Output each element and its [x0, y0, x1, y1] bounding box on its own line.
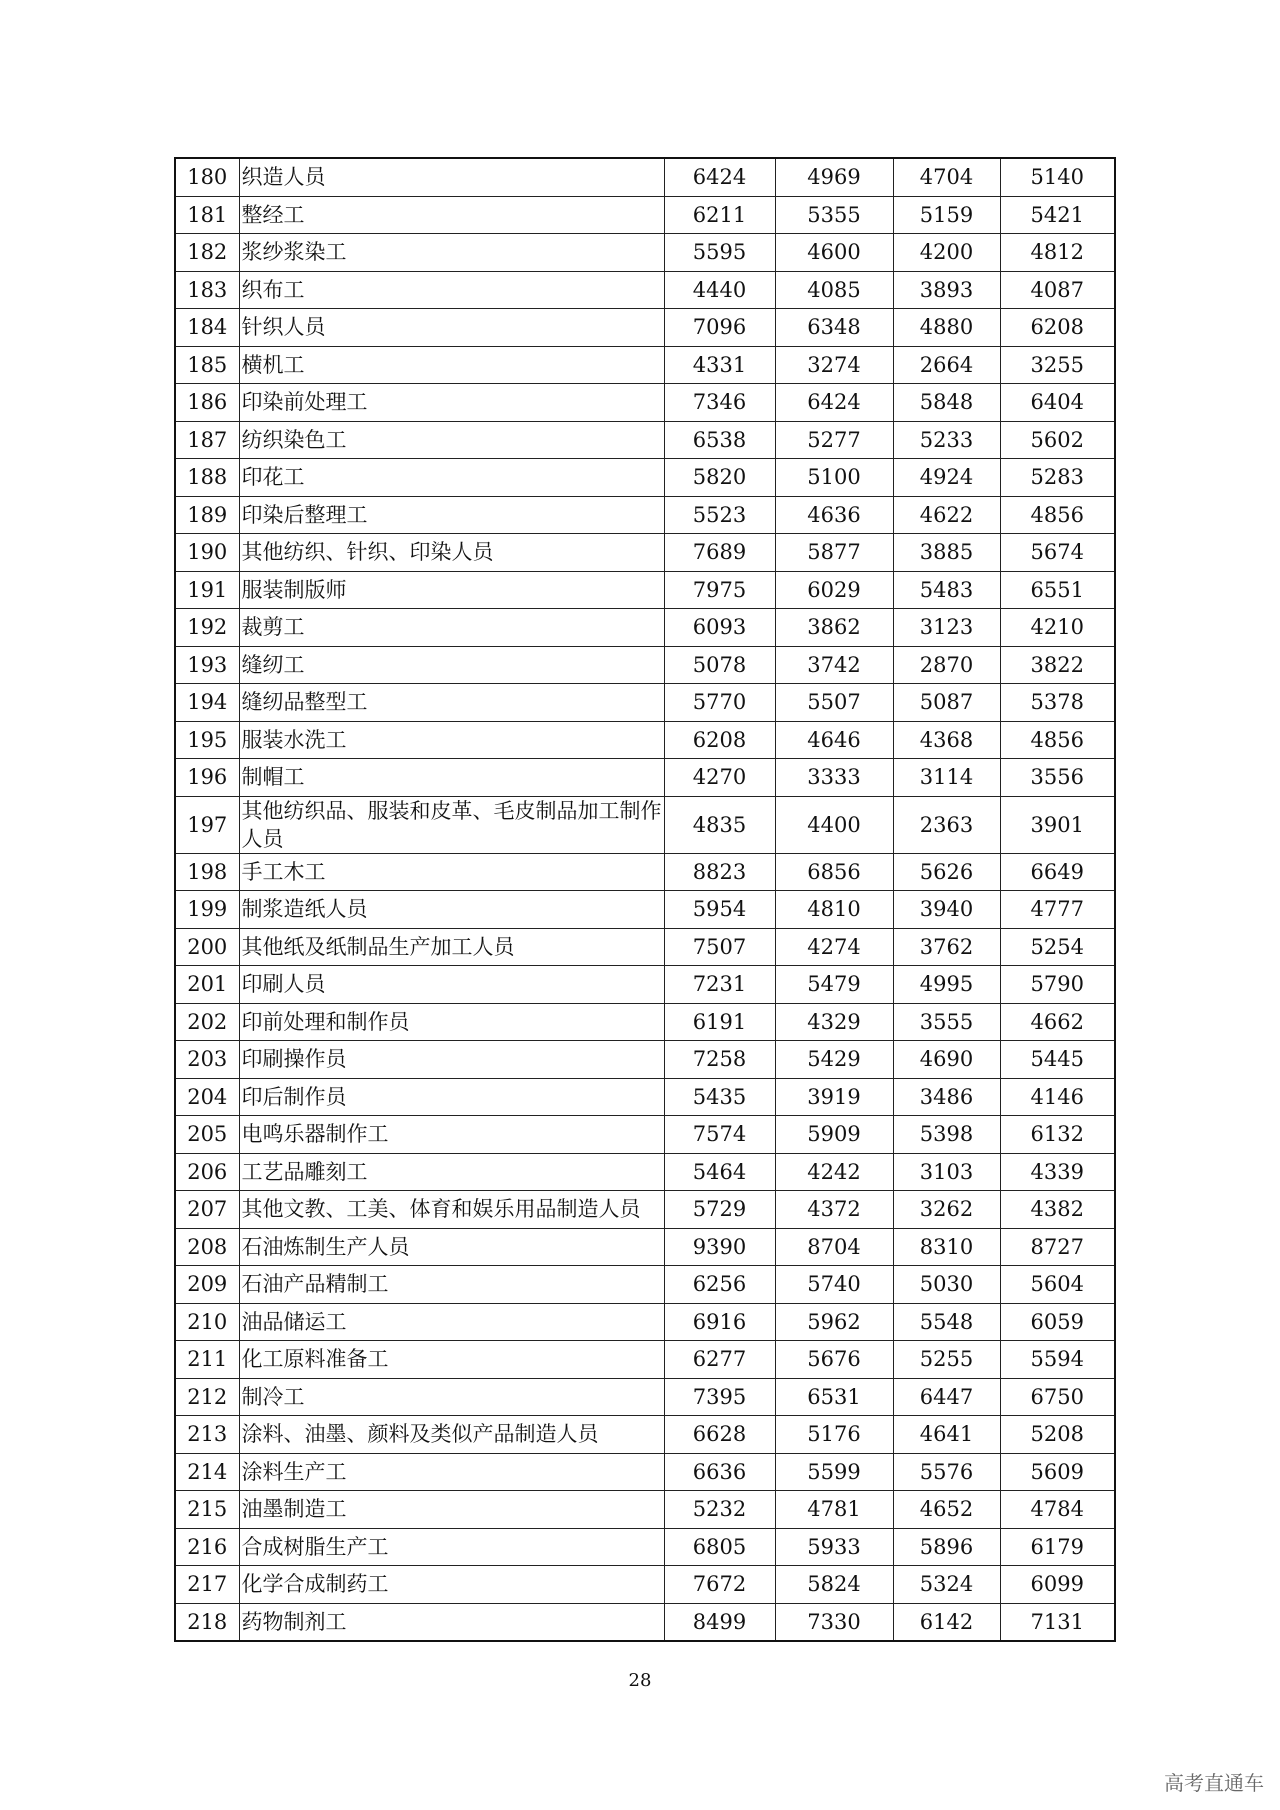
- row-number: 205: [175, 1116, 239, 1154]
- value-2: 5429: [775, 1041, 893, 1079]
- value-4: 6750: [1000, 1378, 1115, 1416]
- value-1: 9390: [664, 1228, 775, 1266]
- value-1: 6093: [664, 609, 775, 647]
- occupation-name: 浆纱浆染工: [239, 234, 664, 272]
- occupation-name: 涂料生产工: [239, 1453, 664, 1491]
- table-row: [175, 459, 1115, 497]
- value-3: 3885: [893, 534, 1000, 572]
- value-2: 5676: [775, 1341, 893, 1379]
- value-3: 5483: [893, 571, 1000, 609]
- value-1: 4331: [664, 346, 775, 384]
- value-3: 8310: [893, 1228, 1000, 1266]
- value-2: 4274: [775, 928, 893, 966]
- value-4: 4146: [1000, 1078, 1115, 1116]
- table-body: [175, 158, 1115, 1641]
- value-4: 5594: [1000, 1341, 1115, 1379]
- value-1: 6424: [664, 158, 775, 196]
- row-number: 208: [175, 1228, 239, 1266]
- table-row: [175, 1491, 1115, 1529]
- value-4: 5140: [1000, 158, 1115, 196]
- value-3: 5896: [893, 1528, 1000, 1566]
- row-number: 201: [175, 966, 239, 1004]
- value-3: 5087: [893, 684, 1000, 722]
- table-row: [175, 1228, 1115, 1266]
- table-row: [175, 796, 1115, 853]
- row-number: 197: [175, 796, 239, 853]
- occupation-name: 印刷操作员: [239, 1041, 664, 1079]
- occupation-name: 服装制版师: [239, 571, 664, 609]
- value-1: 6208: [664, 721, 775, 759]
- row-number: 185: [175, 346, 239, 384]
- value-3: 4880: [893, 309, 1000, 347]
- value-1: 5464: [664, 1153, 775, 1191]
- value-4: 8727: [1000, 1228, 1115, 1266]
- value-3: 3123: [893, 609, 1000, 647]
- value-3: 3940: [893, 891, 1000, 929]
- occupation-name: 工艺品雕刻工: [239, 1153, 664, 1191]
- row-number: 180: [175, 158, 239, 196]
- value-4: 5674: [1000, 534, 1115, 572]
- table-row: [175, 928, 1115, 966]
- value-3: 6447: [893, 1378, 1000, 1416]
- value-3: 3114: [893, 759, 1000, 797]
- value-2: 5740: [775, 1266, 893, 1304]
- table-row: [175, 1341, 1115, 1379]
- value-3: 3555: [893, 1003, 1000, 1041]
- table-row: [175, 534, 1115, 572]
- value-4: 4210: [1000, 609, 1115, 647]
- occupation-name: 制浆造纸人员: [239, 891, 664, 929]
- value-2: 3333: [775, 759, 893, 797]
- occupation-name: 缝纫品整型工: [239, 684, 664, 722]
- watermark: 高考直通车: [1164, 1771, 1264, 1795]
- value-4: 4087: [1000, 271, 1115, 309]
- occupation-name: 整经工: [239, 196, 664, 234]
- occupation-name: 手工木工: [239, 853, 664, 891]
- value-1: 7672: [664, 1566, 775, 1604]
- value-2: 4400: [775, 796, 893, 853]
- value-3: 3762: [893, 928, 1000, 966]
- value-3: 5030: [893, 1266, 1000, 1304]
- table-row: [175, 853, 1115, 891]
- value-2: 4372: [775, 1191, 893, 1229]
- row-number: 193: [175, 646, 239, 684]
- occupation-name: 针织人员: [239, 309, 664, 347]
- value-1: 5820: [664, 459, 775, 497]
- value-4: 5208: [1000, 1416, 1115, 1454]
- value-2: 8704: [775, 1228, 893, 1266]
- table-row: [175, 196, 1115, 234]
- table-row: [175, 1041, 1115, 1079]
- row-number: 203: [175, 1041, 239, 1079]
- row-number: 216: [175, 1528, 239, 1566]
- value-4: 4777: [1000, 891, 1115, 929]
- row-number: 199: [175, 891, 239, 929]
- value-2: 5507: [775, 684, 893, 722]
- value-1: 8499: [664, 1603, 775, 1641]
- occupation-name: 石油炼制生产人员: [239, 1228, 664, 1266]
- table-row: [175, 346, 1115, 384]
- row-number: 209: [175, 1266, 239, 1304]
- table-row: [175, 571, 1115, 609]
- value-4: 4856: [1000, 721, 1115, 759]
- value-4: 6099: [1000, 1566, 1115, 1604]
- value-1: 7346: [664, 384, 775, 422]
- table-row: [175, 496, 1115, 534]
- row-number: 191: [175, 571, 239, 609]
- value-4: 6649: [1000, 853, 1115, 891]
- row-number: 188: [175, 459, 239, 497]
- value-3: 4704: [893, 158, 1000, 196]
- value-2: 4646: [775, 721, 893, 759]
- value-3: 5324: [893, 1566, 1000, 1604]
- value-2: 4810: [775, 891, 893, 929]
- row-number: 184: [175, 309, 239, 347]
- row-number: 218: [175, 1603, 239, 1641]
- value-4: 7131: [1000, 1603, 1115, 1641]
- table-row: [175, 1191, 1115, 1229]
- occupation-name: 印染前处理工: [239, 384, 664, 422]
- value-4: 5254: [1000, 928, 1115, 966]
- row-number: 215: [175, 1491, 239, 1529]
- occupation-name: 合成树脂生产工: [239, 1528, 664, 1566]
- value-1: 6628: [664, 1416, 775, 1454]
- row-number: 206: [175, 1153, 239, 1191]
- value-1: 7395: [664, 1378, 775, 1416]
- value-1: 5729: [664, 1191, 775, 1229]
- value-2: 4781: [775, 1491, 893, 1529]
- value-3: 5255: [893, 1341, 1000, 1379]
- row-number: 182: [175, 234, 239, 272]
- value-1: 7574: [664, 1116, 775, 1154]
- occupation-name: 其他文教、工美、体育和娱乐用品制造人员: [239, 1191, 664, 1229]
- value-4: 5445: [1000, 1041, 1115, 1079]
- row-number: 211: [175, 1341, 239, 1379]
- value-2: 3919: [775, 1078, 893, 1116]
- occupation-name: 其他纸及纸制品生产加工人员: [239, 928, 664, 966]
- table-row: [175, 1003, 1115, 1041]
- value-1: 6191: [664, 1003, 775, 1041]
- table-row: [175, 684, 1115, 722]
- table-row: [175, 309, 1115, 347]
- occupation-name: 涂料、油墨、颜料及类似产品制造人员: [239, 1416, 664, 1454]
- occupation-name: 油品储运工: [239, 1303, 664, 1341]
- occupation-name: 裁剪工: [239, 609, 664, 647]
- occupation-name: 其他纺织品、服装和皮革、毛皮制品加工制作人员: [239, 796, 664, 853]
- value-1: 7689: [664, 534, 775, 572]
- row-number: 183: [175, 271, 239, 309]
- value-1: 4440: [664, 271, 775, 309]
- row-number: 196: [175, 759, 239, 797]
- value-1: 5770: [664, 684, 775, 722]
- value-3: 4690: [893, 1041, 1000, 1079]
- value-3: 5159: [893, 196, 1000, 234]
- value-1: 7975: [664, 571, 775, 609]
- value-1: 5595: [664, 234, 775, 272]
- value-4: 5604: [1000, 1266, 1115, 1304]
- occupation-name: 药物制剂工: [239, 1603, 664, 1641]
- value-2: 5909: [775, 1116, 893, 1154]
- row-number: 192: [175, 609, 239, 647]
- value-4: 6404: [1000, 384, 1115, 422]
- value-3: 4924: [893, 459, 1000, 497]
- value-1: 5078: [664, 646, 775, 684]
- table-row: [175, 158, 1115, 196]
- value-4: 5602: [1000, 421, 1115, 459]
- row-number: 200: [175, 928, 239, 966]
- value-2: 6348: [775, 309, 893, 347]
- value-2: 5599: [775, 1453, 893, 1491]
- value-2: 3862: [775, 609, 893, 647]
- row-number: 181: [175, 196, 239, 234]
- occupation-name: 印花工: [239, 459, 664, 497]
- value-2: 6029: [775, 571, 893, 609]
- value-2: 5355: [775, 196, 893, 234]
- value-2: 3742: [775, 646, 893, 684]
- value-2: 4969: [775, 158, 893, 196]
- value-1: 6277: [664, 1341, 775, 1379]
- value-1: 6805: [664, 1528, 775, 1566]
- value-4: 3255: [1000, 346, 1115, 384]
- value-1: 7258: [664, 1041, 775, 1079]
- value-2: 5176: [775, 1416, 893, 1454]
- row-number: 204: [175, 1078, 239, 1116]
- occupation-name: 其他纺织、针织、印染人员: [239, 534, 664, 572]
- row-number: 212: [175, 1378, 239, 1416]
- value-2: 5100: [775, 459, 893, 497]
- value-3: 4652: [893, 1491, 1000, 1529]
- wage-table: [174, 157, 1116, 1642]
- value-1: 5232: [664, 1491, 775, 1529]
- occupation-name: 织布工: [239, 271, 664, 309]
- occupation-name: 横机工: [239, 346, 664, 384]
- value-2: 6424: [775, 384, 893, 422]
- value-4: 6179: [1000, 1528, 1115, 1566]
- table-row: [175, 646, 1115, 684]
- value-2: 6531: [775, 1378, 893, 1416]
- table-row: [175, 1528, 1115, 1566]
- table-row: [175, 721, 1115, 759]
- value-4: 6551: [1000, 571, 1115, 609]
- value-3: 5233: [893, 421, 1000, 459]
- value-2: 7330: [775, 1603, 893, 1641]
- value-4: 5421: [1000, 196, 1115, 234]
- row-number: 210: [175, 1303, 239, 1341]
- value-4: 4856: [1000, 496, 1115, 534]
- row-number: 202: [175, 1003, 239, 1041]
- row-number: 189: [175, 496, 239, 534]
- value-2: 5962: [775, 1303, 893, 1341]
- value-3: 5576: [893, 1453, 1000, 1491]
- value-2: 5824: [775, 1566, 893, 1604]
- value-3: 2363: [893, 796, 1000, 853]
- page-number: 28: [628, 1670, 652, 1691]
- row-number: 194: [175, 684, 239, 722]
- value-3: 3893: [893, 271, 1000, 309]
- row-number: 187: [175, 421, 239, 459]
- value-3: 4200: [893, 234, 1000, 272]
- value-1: 4270: [664, 759, 775, 797]
- value-2: 4242: [775, 1153, 893, 1191]
- table-row: [175, 1078, 1115, 1116]
- table-row: [175, 1603, 1115, 1641]
- value-3: 4622: [893, 496, 1000, 534]
- value-4: 4339: [1000, 1153, 1115, 1191]
- table-row: [175, 1266, 1115, 1304]
- value-1: 6916: [664, 1303, 775, 1341]
- value-1: 5523: [664, 496, 775, 534]
- value-4: 4662: [1000, 1003, 1115, 1041]
- value-4: 6208: [1000, 309, 1115, 347]
- value-4: 5790: [1000, 966, 1115, 1004]
- value-2: 5877: [775, 534, 893, 572]
- value-4: 5378: [1000, 684, 1115, 722]
- value-1: 4835: [664, 796, 775, 853]
- occupation-name: 制帽工: [239, 759, 664, 797]
- value-3: 4995: [893, 966, 1000, 1004]
- table-row: [175, 759, 1115, 797]
- value-3: 4641: [893, 1416, 1000, 1454]
- value-2: 6856: [775, 853, 893, 891]
- row-number: 214: [175, 1453, 239, 1491]
- value-1: 6538: [664, 421, 775, 459]
- row-number: 217: [175, 1566, 239, 1604]
- value-4: 4784: [1000, 1491, 1115, 1529]
- value-4: 3822: [1000, 646, 1115, 684]
- row-number: 186: [175, 384, 239, 422]
- value-3: 4368: [893, 721, 1000, 759]
- value-1: 7096: [664, 309, 775, 347]
- value-3: 3103: [893, 1153, 1000, 1191]
- occupation-name: 石油产品精制工: [239, 1266, 664, 1304]
- table-row: [175, 1566, 1115, 1604]
- occupation-name: 化学合成制药工: [239, 1566, 664, 1604]
- value-3: 5548: [893, 1303, 1000, 1341]
- value-1: 6256: [664, 1266, 775, 1304]
- occupation-name: 印刷人员: [239, 966, 664, 1004]
- value-2: 4600: [775, 234, 893, 272]
- occupation-name: 缝纫工: [239, 646, 664, 684]
- table-row: [175, 1153, 1115, 1191]
- value-3: 5848: [893, 384, 1000, 422]
- value-3: 2664: [893, 346, 1000, 384]
- value-3: 3262: [893, 1191, 1000, 1229]
- occupation-name: 油墨制造工: [239, 1491, 664, 1529]
- value-1: 7231: [664, 966, 775, 1004]
- value-2: 5277: [775, 421, 893, 459]
- value-3: 5626: [893, 853, 1000, 891]
- occupation-name: 纺织染色工: [239, 421, 664, 459]
- occupation-name: 服装水洗工: [239, 721, 664, 759]
- value-1: 5435: [664, 1078, 775, 1116]
- value-4: 3556: [1000, 759, 1115, 797]
- value-3: 6142: [893, 1603, 1000, 1641]
- table-row: [175, 1303, 1115, 1341]
- table-row: [175, 1416, 1115, 1454]
- value-4: 5609: [1000, 1453, 1115, 1491]
- occupation-name: 印染后整理工: [239, 496, 664, 534]
- value-1: 7507: [664, 928, 775, 966]
- row-number: 207: [175, 1191, 239, 1229]
- value-2: 4085: [775, 271, 893, 309]
- value-4: 4382: [1000, 1191, 1115, 1229]
- row-number: 213: [175, 1416, 239, 1454]
- value-1: 6211: [664, 196, 775, 234]
- row-number: 190: [175, 534, 239, 572]
- table-row: [175, 1378, 1115, 1416]
- value-3: 3486: [893, 1078, 1000, 1116]
- occupation-name: 制冷工: [239, 1378, 664, 1416]
- occupation-name: 化工原料准备工: [239, 1341, 664, 1379]
- table-row: [175, 271, 1115, 309]
- value-2: 4636: [775, 496, 893, 534]
- value-3: 2870: [893, 646, 1000, 684]
- value-1: 6636: [664, 1453, 775, 1491]
- value-2: 5933: [775, 1528, 893, 1566]
- value-3: 5398: [893, 1116, 1000, 1154]
- table-row: [175, 384, 1115, 422]
- value-2: 5479: [775, 966, 893, 1004]
- occupation-name: 织造人员: [239, 158, 664, 196]
- table-row: [175, 1453, 1115, 1491]
- table-row: [175, 1116, 1115, 1154]
- table-row: [175, 609, 1115, 647]
- value-1: 5954: [664, 891, 775, 929]
- row-number: 195: [175, 721, 239, 759]
- occupation-name: 印前处理和制作员: [239, 1003, 664, 1041]
- value-4: 6059: [1000, 1303, 1115, 1341]
- value-4: 4812: [1000, 234, 1115, 272]
- value-4: 5283: [1000, 459, 1115, 497]
- occupation-name: 印后制作员: [239, 1078, 664, 1116]
- table-row: [175, 891, 1115, 929]
- table-row: [175, 234, 1115, 272]
- row-number: 198: [175, 853, 239, 891]
- table-row: [175, 421, 1115, 459]
- value-1: 8823: [664, 853, 775, 891]
- occupation-name: 电鸣乐器制作工: [239, 1116, 664, 1154]
- value-2: 4329: [775, 1003, 893, 1041]
- value-2: 3274: [775, 346, 893, 384]
- value-4: 3901: [1000, 796, 1115, 853]
- value-4: 6132: [1000, 1116, 1115, 1154]
- table-row: [175, 966, 1115, 1004]
